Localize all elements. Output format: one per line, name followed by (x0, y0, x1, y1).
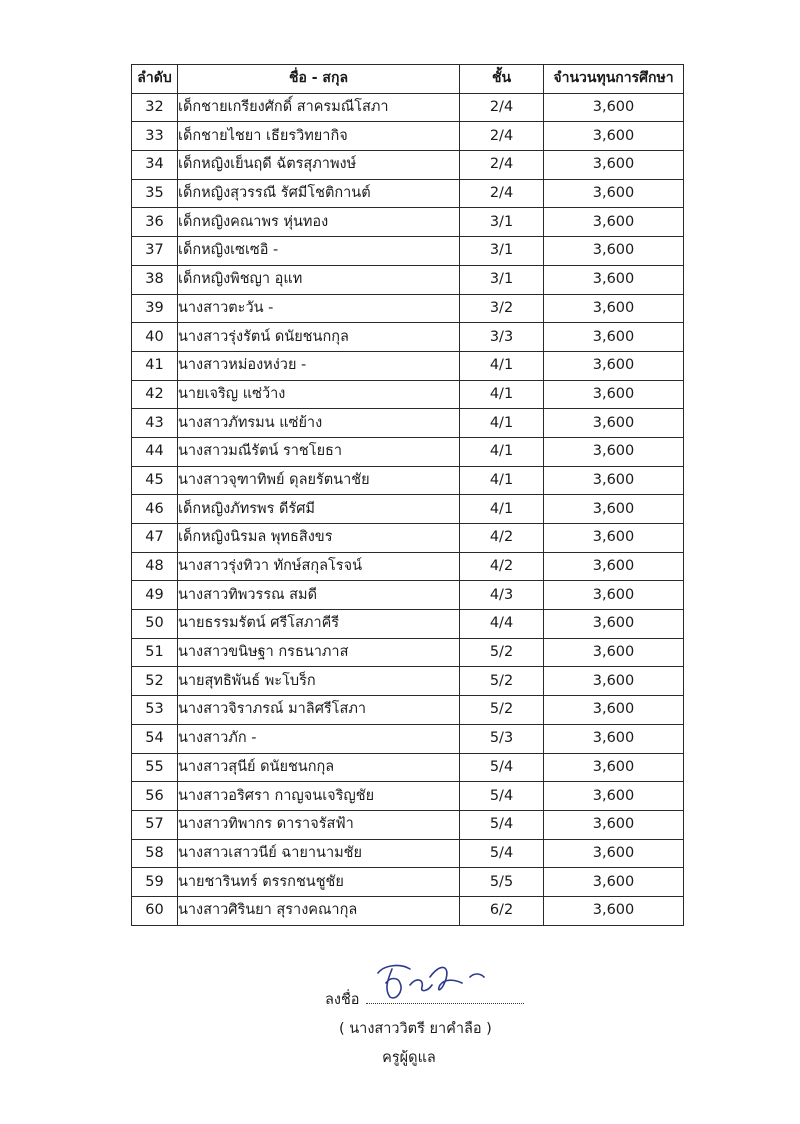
table-row (132, 782, 684, 811)
cell-name: เด็กชายเกรียงศักดิ์ สาครมณีโสภา (178, 93, 460, 122)
cell-order: 46 (132, 495, 178, 524)
cell-amount: 3,600 (544, 552, 684, 581)
sign-label: ลงชื่อ (325, 992, 360, 1008)
cell-order: 53 (132, 696, 178, 725)
cell-order: 58 (132, 839, 178, 868)
cell-name: เด็กหญิงนิรมล พุทธสิงขร (178, 524, 460, 553)
cell-name: เด็กหญิงสุวรรณี รัศมีโชติกานต์ (178, 179, 460, 208)
table-header-row (132, 65, 684, 94)
cell-amount: 3,600 (544, 294, 684, 323)
table-row (132, 93, 684, 122)
cell-order: 32 (132, 93, 178, 122)
cell-class: 5/4 (460, 782, 544, 811)
cell-order: 54 (132, 724, 178, 753)
cell-name: นางสาวอริศรา กาญจนเจริญชัย (178, 782, 460, 811)
cell-class: 2/4 (460, 122, 544, 151)
cell-class: 6/2 (460, 896, 544, 925)
table-row (132, 466, 684, 495)
cell-amount: 3,600 (544, 380, 684, 409)
cell-amount: 3,600 (544, 93, 684, 122)
cell-class: 5/2 (460, 696, 544, 725)
cell-order: 60 (132, 896, 178, 925)
cell-class: 3/2 (460, 294, 544, 323)
table-row (132, 753, 684, 782)
cell-order: 56 (132, 782, 178, 811)
cell-class: 2/4 (460, 179, 544, 208)
cell-class: 5/4 (460, 810, 544, 839)
table-row (132, 122, 684, 151)
cell-name: นางสาวศิรินยา สุรางคณากุล (178, 896, 460, 925)
table-row (132, 265, 684, 294)
cell-amount: 3,600 (544, 581, 684, 610)
cell-class: 3/1 (460, 208, 544, 237)
cell-order: 59 (132, 868, 178, 897)
cell-order: 38 (132, 265, 178, 294)
cell-class: 4/1 (460, 437, 544, 466)
cell-class: 2/4 (460, 151, 544, 180)
cell-amount: 3,600 (544, 839, 684, 868)
cell-amount: 3,600 (544, 782, 684, 811)
cell-amount: 3,600 (544, 868, 684, 897)
table-row (132, 610, 684, 639)
table-row (132, 667, 684, 696)
cell-name: นายเจริญ แซ่ว้าง (178, 380, 460, 409)
cell-amount: 3,600 (544, 896, 684, 925)
table-row (132, 208, 684, 237)
cell-name: เด็กหญิงคณาพร หุ่นทอง (178, 208, 460, 237)
cell-amount: 3,600 (544, 524, 684, 553)
cell-amount: 3,600 (544, 409, 684, 438)
cell-name: นางสาวตะวัน - (178, 294, 460, 323)
cell-order: 57 (132, 810, 178, 839)
cell-name: นางสาวรุ่งรัตน์ ดนัยชนกกุล (178, 323, 460, 352)
cell-order: 37 (132, 237, 178, 266)
table-row (132, 294, 684, 323)
cell-name: นางสาวมณีรัตน์ ราชโยธา (178, 437, 460, 466)
cell-class: 5/4 (460, 753, 544, 782)
cell-class: 4/2 (460, 552, 544, 581)
cell-order: 41 (132, 351, 178, 380)
cell-order: 44 (132, 437, 178, 466)
cell-name: เด็กหญิงพิชญา อุแท (178, 265, 460, 294)
cell-name: นางสาวเสาวนีย์ ฉายานามชัย (178, 839, 460, 868)
cell-name: เด็กชายไชยา เธียรวิทยากิจ (178, 122, 460, 151)
table-row (132, 524, 684, 553)
cell-name: นายสุทธิพันธ์ พะโบร็ก (178, 667, 460, 696)
cell-class: 5/4 (460, 839, 544, 868)
table-row (132, 409, 684, 438)
cell-order: 49 (132, 581, 178, 610)
cell-class: 2/4 (460, 93, 544, 122)
cell-order: 47 (132, 524, 178, 553)
cell-name: นายธรรมรัตน์ ศรีโสภาคีรี (178, 610, 460, 639)
cell-name: เด็กหญิงภัทรพร ดีรัศมี (178, 495, 460, 524)
table-row (132, 237, 684, 266)
cell-class: 4/1 (460, 495, 544, 524)
cell-amount: 3,600 (544, 179, 684, 208)
cell-amount: 3,600 (544, 696, 684, 725)
cell-amount: 3,600 (544, 495, 684, 524)
cell-order: 34 (132, 151, 178, 180)
table-row (132, 151, 684, 180)
table-row (132, 552, 684, 581)
cell-class: 5/5 (460, 868, 544, 897)
signer-name: ( นางสาววิตรี ยาคำลือ ) (339, 1021, 492, 1037)
cell-order: 43 (132, 409, 178, 438)
table-row (132, 810, 684, 839)
cell-amount: 3,600 (544, 638, 684, 667)
table-row (132, 179, 684, 208)
header-class: ชั้น (460, 65, 544, 94)
cell-class: 4/1 (460, 351, 544, 380)
cell-class: 5/2 (460, 638, 544, 667)
cell-class: 4/1 (460, 380, 544, 409)
cell-name: นางสาวหม่องหง่วย - (178, 351, 460, 380)
cell-order: 51 (132, 638, 178, 667)
cell-amount: 3,600 (544, 323, 684, 352)
cell-name: เด็กหญิงเซเซอิ - (178, 237, 460, 266)
cell-amount: 3,600 (544, 151, 684, 180)
cell-amount: 3,600 (544, 724, 684, 753)
table-row (132, 437, 684, 466)
cell-amount: 3,600 (544, 265, 684, 294)
table-row (132, 724, 684, 753)
cell-amount: 3,600 (544, 466, 684, 495)
cell-name: นางสาวทิพวรรณ สมดี (178, 581, 460, 610)
scholarship-table (131, 64, 684, 926)
table-row (132, 696, 684, 725)
cell-order: 45 (132, 466, 178, 495)
cell-name: นางสาวทิพากร ดาราจรัสฟ้า (178, 810, 460, 839)
cell-order: 50 (132, 610, 178, 639)
cell-order: 55 (132, 753, 178, 782)
cell-class: 4/3 (460, 581, 544, 610)
table-row (132, 638, 684, 667)
cell-class: 4/2 (460, 524, 544, 553)
cell-class: 4/1 (460, 409, 544, 438)
cell-class: 3/1 (460, 237, 544, 266)
cell-class: 4/1 (460, 466, 544, 495)
cell-name: นางสาวจิราภรณ์ มาลิศรีโสภา (178, 696, 460, 725)
table-row (132, 495, 684, 524)
cell-order: 39 (132, 294, 178, 323)
cell-name: นางสาวจุฑาทิพย์ ดุลยรัตนาชัย (178, 466, 460, 495)
cell-order: 42 (132, 380, 178, 409)
cell-name: นางสาวรุ่งทิวา ทักษ์สกุลโรจน์ (178, 552, 460, 581)
cell-order: 52 (132, 667, 178, 696)
cell-amount: 3,600 (544, 237, 684, 266)
cell-class: 4/4 (460, 610, 544, 639)
cell-name: นางสาวขนิษฐา กรธนาภาส (178, 638, 460, 667)
table-row (132, 380, 684, 409)
cell-order: 33 (132, 122, 178, 151)
cell-amount: 3,600 (544, 208, 684, 237)
cell-class: 5/2 (460, 667, 544, 696)
cell-name: นางสาวภัก - (178, 724, 460, 753)
handwritten-signature (370, 955, 500, 1005)
cell-amount: 3,600 (544, 610, 684, 639)
table-row (132, 896, 684, 925)
table-body (132, 93, 684, 925)
table-row (132, 581, 684, 610)
cell-order: 35 (132, 179, 178, 208)
cell-amount: 3,600 (544, 351, 684, 380)
cell-amount: 3,600 (544, 810, 684, 839)
signer-role: ครูผู้ดูแล (382, 1050, 436, 1066)
header-order: ลำดับ (132, 65, 178, 94)
cell-name: นางสาวภัทรมน แซ่ย้าง (178, 409, 460, 438)
table-row (132, 323, 684, 352)
table-row (132, 351, 684, 380)
cell-amount: 3,600 (544, 437, 684, 466)
cell-amount: 3,600 (544, 122, 684, 151)
table-row (132, 868, 684, 897)
cell-amount: 3,600 (544, 667, 684, 696)
cell-class: 3/1 (460, 265, 544, 294)
cell-name: เด็กหญิงเย็นฤดี ฉัตรสุภาพงษ์ (178, 151, 460, 180)
cell-order: 40 (132, 323, 178, 352)
table-row (132, 839, 684, 868)
cell-name: นางสาวสุนีย์ ดนัยชนกกุล (178, 753, 460, 782)
header-name: ชื่อ - สกุล (178, 65, 460, 94)
cell-order: 48 (132, 552, 178, 581)
cell-name: นายชารินทร์ ตรรกชนชูชัย (178, 868, 460, 897)
cell-class: 5/3 (460, 724, 544, 753)
header-amount: จำนวนทุนการศึกษา (544, 65, 684, 94)
cell-order: 36 (132, 208, 178, 237)
cell-amount: 3,600 (544, 753, 684, 782)
cell-class: 3/3 (460, 323, 544, 352)
